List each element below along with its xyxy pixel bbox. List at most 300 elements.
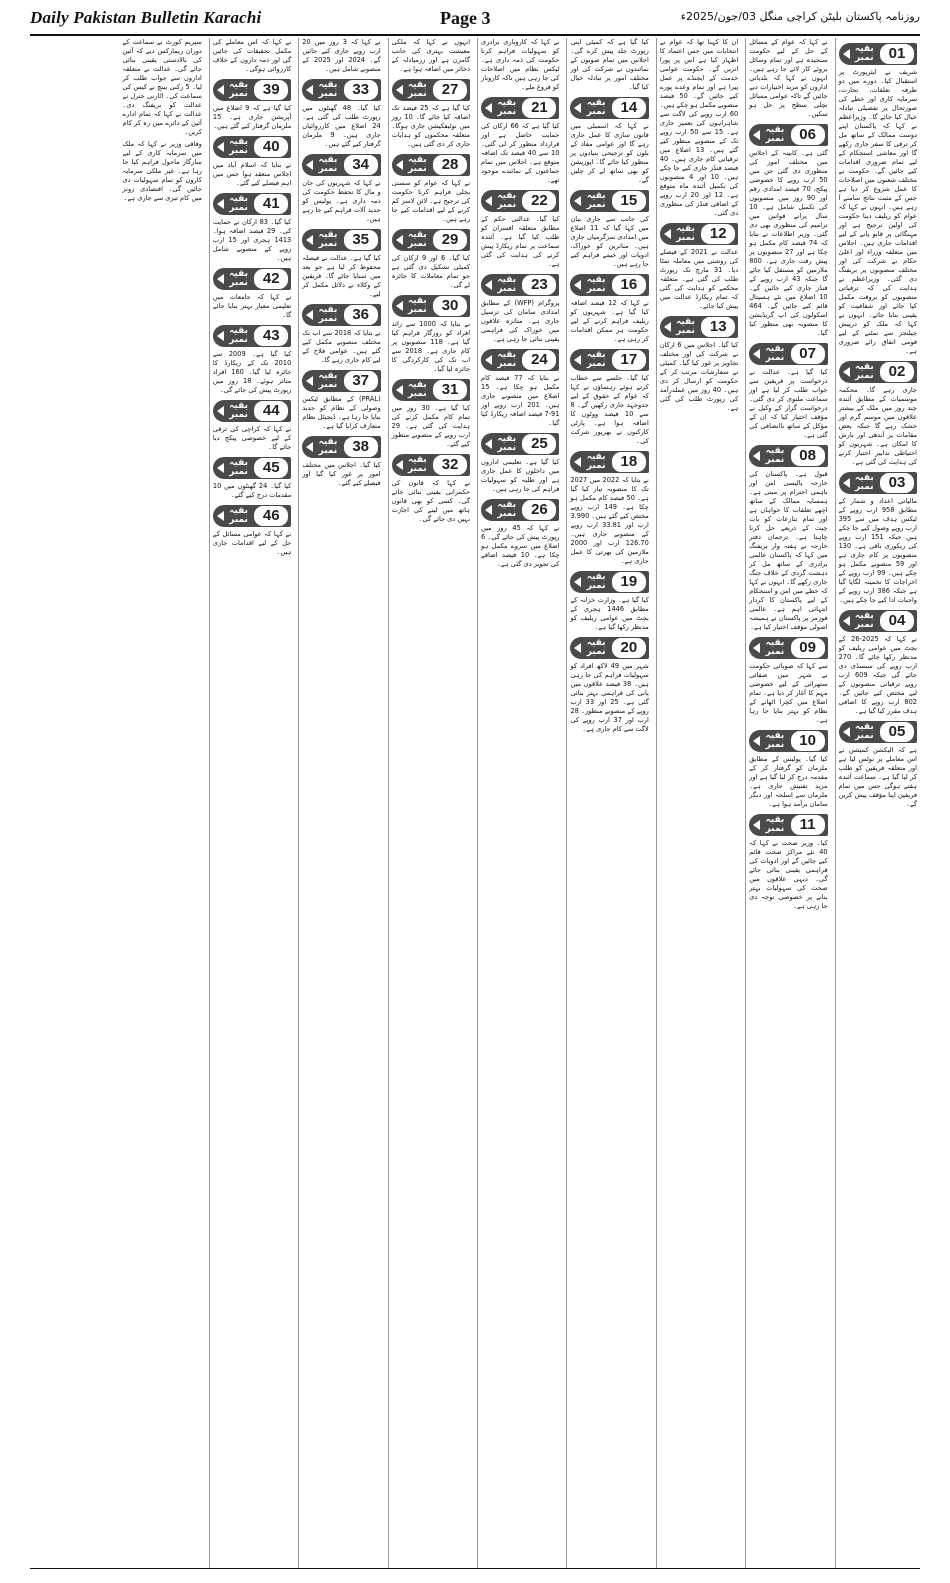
article-text: قبول ہے۔ پاکستان کی خارجہ پالیسی امن اور باہمی احترام پر مبنی ہے۔ ہمسایہ ممالک کے ساتھ اچھے تعلقات کا خواہاں ہے اور تمام تنازعات کو بات چیت کے ذریعے حل کرنا چاہتا ہے۔ ترجمان دفتر خارجہ نے ہفتہ وار بریفنگ میں کہا کہ پاکستان عالمی برادری کے ساتھ مل کر دہشت گردی کے خلاف جنگ جاری رکھے گا۔ انہوں نے کہا کہ خطے میں امن و استحکام کے لیے پاکستان کا کردار انتہائی اہم ہے۔ عالمی فورمز پر پاکستان نے ہمیشہ اصولی مؤقف اختیار کیا ہے۔ — [749, 470, 828, 631]
continuation-header — [749, 124, 827, 146]
continuation-number: 22 — [521, 190, 557, 212]
article-text: کیا گیا ہے۔ عدالت نے درخواست پر فریقین سے جواب طلب کر لیا ہے اور سماعت ملتوی کر دی گئی۔ درخواست گزار کے وکیل نے مؤقف اختیار کیا کہ ان کے مؤکل کے ساتھ ناانصافی کی گئی ہے۔ — [749, 368, 828, 439]
continuation-number: 16 — [611, 274, 647, 296]
continuation-header — [213, 505, 291, 527]
continuation-label: بقیہ نمبر — [229, 137, 248, 156]
continuation-item — [660, 223, 738, 311]
continuation-item — [570, 274, 648, 344]
continuation-item — [481, 433, 559, 494]
arrow-left-icon — [217, 511, 224, 521]
continuation-item — [302, 38, 380, 74]
continuation-label: بقیہ نمبر — [229, 194, 248, 213]
continuation-label: بقیہ نمبر — [497, 191, 517, 210]
continuation-item — [749, 814, 827, 911]
arrow-left-icon — [306, 235, 313, 245]
continuation-header — [570, 571, 648, 593]
arrow-left-icon — [574, 280, 581, 290]
continuation-label: بقیہ نمبر — [497, 434, 517, 453]
continuation-item — [749, 38, 827, 119]
continuation-header — [302, 436, 380, 458]
article-text: کیا گیا ہے کہ 66 ارکان کی حمایت حاصل ہے اور قرارداد منظور کر لی گئی۔ 10 سے 40 فیصد تک اضافہ متوقع ہے۔ اجلاس میں تمام جماعتوں کے نمائندے موجود تھے۔ — [481, 122, 560, 184]
continuation-header — [213, 268, 291, 290]
continuation-label: بقیہ نمبر — [586, 191, 606, 210]
continuation-header — [749, 445, 827, 467]
continuation-label: بقیہ نمبر — [407, 455, 427, 474]
continuation-number: 03 — [879, 472, 915, 494]
continuation-item — [213, 400, 291, 452]
article-text: عدالت نے 2021 کے فیصلے کی روشنی میں معاملہ نمٹا دیا۔ 31 مارچ تک رپورٹ طلب کی گئی ہے۔ متعلقہ محکمے کو ہدایت کی گئی کہ تمام ریکارڈ عدالت میں پیش کیا جائے۔ — [659, 248, 739, 310]
continuation-item — [570, 190, 648, 269]
continuation-header — [213, 79, 291, 101]
continuation-header — [302, 304, 380, 326]
continuation-number: 10 — [790, 730, 826, 752]
arrow-left-icon — [217, 85, 224, 95]
continuation-header — [213, 325, 291, 347]
continuation-header — [392, 229, 470, 251]
continuation-header — [839, 610, 917, 632]
continuation-number: 19 — [611, 571, 647, 593]
continuation-label: بقیہ نمبر — [497, 275, 517, 294]
arrow-left-icon — [574, 196, 581, 206]
continuation-item — [749, 730, 827, 809]
continuation-label: بقیہ نمبر — [407, 155, 427, 174]
continuation-number: 39 — [253, 79, 289, 101]
continuation-item — [570, 349, 648, 446]
article-text: نے کہا کہ شہریوں کی جان و مال کا تحفظ حکومت کی ذمہ داری ہے۔ پولیس کو جدید آلات فراہم کیے جا رہے ہیں۔ — [302, 179, 381, 223]
continuation-header — [481, 499, 559, 521]
date-line: روزنامہ پاکستان بلیٹن کراچی منگل 03/جون/2025ء — [680, 10, 920, 23]
arrow-left-icon — [664, 229, 671, 239]
continuation-header — [839, 361, 917, 383]
continuation-label: بقیہ نمبر — [765, 344, 785, 363]
continuation-label: بقیہ نمبر — [407, 380, 427, 399]
continuation-header — [392, 154, 470, 176]
article-text: (PRAL) کے مطابق ٹیکس وصولی کے نظام کو جدید بنایا جا رہا ہے۔ ڈیجیٹل نظام متعارف کرایا گیا ہے۔ — [302, 395, 381, 430]
continuation-label: بقیہ نمبر — [229, 401, 248, 420]
article-text: سپریم کورٹ نے سماعت کے دوران ریمارکس دیے کہ آئین کی بالادستی یقینی بنائی جائے گی۔ عدالت نے متعلقہ اداروں سے جواب طلب کر لیا۔ 5 رکنی بینچ نے کیس کی سماعت کی۔ اٹارنی جنرل نے عدالت کو بریفنگ دی۔ عدالت نے کہا کہ تمام ادارے آئین کے دائرے میں رہ کر کام کریں۔ — [122, 38, 202, 136]
article-text: نے بتایا کہ اسلام آباد میں اجلاس منعقد ہوا جس میں اہم فیصلے کیے گئے۔ — [212, 161, 292, 187]
continuation-header — [302, 79, 380, 101]
continuation-number: 09 — [790, 637, 826, 659]
continuation-item — [481, 349, 559, 428]
paper-name: Daily Pakistan Bulletin Karachi — [30, 8, 262, 27]
arrow-left-icon — [574, 643, 581, 653]
arrow-left-icon — [217, 142, 224, 152]
arrow-left-icon — [396, 460, 403, 470]
article-text: کیا گیا۔ اجلاس میں 6 ارکان نے شرکت کی اور مختلف تجاویز پر غور کیا گیا۔ کمیٹی نے سفارشات مرتب کر کے حکومت کو ارسال کر دی ہیں۔ 40 روز میں عملدرآمد کی رپورٹ طلب کی گئی ہے۔ — [659, 341, 739, 412]
continuation-header — [481, 274, 559, 296]
arrow-left-icon — [485, 280, 492, 290]
arrow-left-icon — [843, 727, 850, 737]
arrow-left-icon — [574, 457, 581, 467]
article-text: کیا۔ وزیر صحت نے کہا کہ 40 نئے مراکز صحت قائم کیے جائیں گے اور ادویات کی فراہمی یقینی بنائی جائے گی۔ دیہی علاقوں میں صحت کی سہولیات بہتر بنانے پر خصوصی توجہ دی جا رہی ہے۔ — [749, 839, 828, 910]
continuation-number: 29 — [432, 229, 468, 251]
arrow-left-icon — [843, 367, 850, 377]
continuation-item — [570, 637, 648, 734]
article-text: نے کہا کہ عوام کے مسائل کے حل کے لیے حکومت سنجیدہ ہے اور تمام وسائل بروئے کار لائے جا رہے ہیں۔ انہوں نے کہا کہ بلدیاتی اداروں کو مزید اختیارات دیے جائیں گے تاکہ عوامی مسائل نچلی سطح پر حل ہو سکیں۔ — [749, 38, 828, 118]
article-text: سے کہا کہ صوبائی حکومت نے شہر میں صفائی ستھرائی کے لیے خصوصی مہم کا آغاز کر دیا ہے۔ تمام اضلاع میں کچرا اٹھانے کے نظام کو بہتر بنایا جا رہا ہے۔ — [749, 662, 828, 724]
continuation-header — [302, 370, 380, 392]
continuation-number: 32 — [432, 454, 468, 476]
continuation-header — [570, 637, 648, 659]
continuation-label: بقیہ نمبر — [765, 638, 785, 657]
continuation-header — [481, 433, 559, 455]
article-text: کیا گیا ہے۔ 2009 سے 2010 تک کے ریکارڈ کا جائزہ لیا گیا۔ 160 افراد متاثر ہوئے۔ 18 روز میں رپورٹ پیش کی جائے گی۔ — [212, 350, 292, 394]
continuation-number: 37 — [343, 370, 379, 392]
article-text: نے کہا کہ قانون کی حکمرانی یقینی بنائی جائے گی۔ کسی کو بھی قانون ہاتھ میں لینے کی اجازت نہیں دی جائے گی۔ — [391, 479, 471, 523]
continuation-item — [213, 268, 291, 320]
continuation-item — [481, 38, 559, 92]
news-column — [745, 38, 830, 1568]
continuation-header — [481, 190, 559, 212]
continuation-number: 04 — [879, 610, 915, 632]
continuation-number: 36 — [343, 304, 379, 326]
continuation-item — [392, 38, 470, 74]
continuation-header — [749, 814, 827, 836]
arrow-left-icon — [574, 103, 581, 113]
article-text: انہوں نے کہا کہ ملکی معیشت بہتری کی جانب گامزن ہے اور زرمبادلہ کے ذخائر میں اضافہ ہوا ہے۔ — [391, 38, 471, 73]
arrow-left-icon — [753, 643, 760, 653]
continuation-header — [302, 229, 380, 251]
article-text: شریف نے ایئرپورٹ پر استقبال کیا۔ دورے میں دو طرفہ تعلقات، تجارت، سرمایہ کاری اور خطے کی صورتحال پر تفصیلی تبادلہ خیال کیا جائے گا۔ وزیراعظم نے کہا کہ پاکستان اپنے دوست ممالک کے ساتھ مل کر ترقی کا سفر جاری رکھے گا اور معاشی استحکام کے لیے تمام ضروری اقدامات کیے جائیں گے۔ حکومت نے مختلف شعبوں میں اصلاحات کا عمل شروع کر دیا ہے جس کے مثبت نتائج سامنے آ رہے ہیں۔ انہوں نے کہا کہ عوام کو ریلیف دینا حکومت کی اولین ترجیح ہے اور مہنگائی پر قابو پانے کے لیے اقدامات جاری ہیں۔ اجلاس میں متعلقہ وزراء اور اعلیٰ حکام نے شرکت کی اور مختلف منصوبوں پر بریفنگ دی گئی۔ وزیراعظم نے ہدایت کی کہ ترقیاتی منصوبوں کو بروقت مکمل کیا جائے اور شفافیت کو یقینی بنایا جائے۔ انہوں نے کہا کہ ملک کو درپیش چیلنجز سے نمٹنے کے لیے قومی اتفاق رائے ضروری ہے۔ — [838, 68, 917, 355]
article-text: نے کہا کہ اسمبلی میں قانون سازی کا عمل جاری رہے گا اور عوامی مفاد کے بلوں کو ترجیحی بنیادوں پر منظور کیا جائے گا۔ اپوزیشن کو بھی ساتھ لے کر چلیں گے۔ — [570, 122, 649, 184]
continuation-item — [481, 97, 559, 185]
continuation-item — [302, 229, 380, 299]
arrow-left-icon — [753, 736, 760, 746]
continuation-header — [839, 472, 917, 494]
news-column — [656, 38, 741, 1568]
article-text: نے کہا کہ جامعات میں تعلیمی معیار بہتر بنایا جائے گا۔ — [212, 293, 292, 319]
continuation-number: 25 — [521, 433, 557, 455]
continuation-item — [749, 445, 827, 632]
continuation-number: 46 — [253, 505, 289, 527]
arrow-left-icon — [843, 49, 850, 59]
arrow-left-icon — [217, 274, 224, 284]
continuation-label: بقیہ نمبر — [765, 446, 785, 465]
article-text: کیا گیا ہے کہ کمیٹی اپنی رپورٹ جلد پیش کرے گی۔ اجلاس میں تمام صوبوں کے نمائندوں نے شرکت کی اور مختلف امور پر تبادلہ خیال کیا گیا۔ — [570, 38, 649, 91]
continuation-number: 30 — [432, 295, 468, 317]
article-text: نے کہا کہ عوام کو سستی بجلی فراہم کرنا حکومت کی ترجیح ہے۔ لائن لاسز کم کرنے کے لیے اقدامات کیے جا رہے ہیں۔ — [391, 179, 471, 223]
continuation-label: بقیہ نمبر — [318, 80, 338, 99]
continuation-header — [570, 274, 648, 296]
arrow-left-icon — [485, 439, 492, 449]
continuation-label: بقیہ نمبر — [586, 638, 606, 657]
continuation-header — [392, 295, 470, 317]
continuation-number: 28 — [432, 154, 468, 176]
continuation-number: 13 — [700, 316, 736, 338]
news-column — [835, 38, 920, 1568]
arrow-left-icon — [753, 130, 760, 140]
continuation-header — [570, 349, 648, 371]
article-text: ان کا کہنا تھا کہ عوام نے انتخابات میں جس اعتماد کا اظہار کیا ہے اس پر پورا اتریں گے۔ حکومت عوامی خدمت کے ایجنڈے پر عمل پیرا ہے اور تمام وعدے پورے کیے جائیں گے۔ 50 فیصد منصوبے مکمل ہو چکے ہیں۔ 60 ارب روپے کی لاگت سے شاہراہوں کی تعمیر جاری ہے۔ 15 سے 50 ارب روپے تک کے منصوبے منظور کیے گئے ہیں۔ 13 اضلاع میں ترقیاتی کام جاری ہیں۔ 40 فیصد فنڈز جاری کیے جا چکے ہیں۔ 10 اور 4 منصوبوں کی تکمیل آئندہ ماہ متوقع ہے۔ 12 اور 20 ارب روپے کے اضافی فنڈز کی منظوری دی گئی۔ — [659, 38, 739, 217]
continuation-number: 08 — [790, 445, 826, 467]
news-column — [477, 38, 562, 1568]
continuation-item — [302, 436, 380, 488]
continuation-label: بقیہ نمبر — [229, 506, 248, 525]
article-text: نے بتایا کہ 2022 میں 2027 تک کا منصوبہ تیار کیا گیا ہے۔ 50 فیصد کام مکمل ہو چکا ہے۔ 149 ارب روپے مختص کیے گئے ہیں۔ 3.990 ارب اور 33.81 ارب روپے کے منصوبے جاری ہیں۔ 126.70 ارب اور 2000 ملازمین کی بھرتی کا عمل جاری ہے۔ — [570, 476, 649, 565]
continuation-item — [660, 316, 738, 413]
continuation-number: 17 — [611, 349, 647, 371]
continuation-header — [392, 79, 470, 101]
article-text: کیا گیا ہے۔ وزارت خزانہ کے مطابق 1446 ہجری کے بجٹ میں عوامی ریلیف کو مدنظر رکھا گیا ہے۔ — [570, 596, 649, 631]
continuation-label: بقیہ نمبر — [318, 305, 338, 324]
arrow-left-icon — [306, 310, 313, 320]
continuation-header — [481, 97, 559, 119]
news-column — [388, 38, 473, 1568]
news-column — [209, 38, 294, 1568]
continuation-number: 20 — [611, 637, 647, 659]
article-text: کیا گیا۔ اجلاس میں مختلف امور پر غور کیا گیا اور فیصلے کیے گئے۔ — [302, 461, 381, 487]
continuation-header — [392, 454, 470, 476]
continuation-number: 41 — [253, 193, 289, 215]
continuation-number: 33 — [343, 79, 379, 101]
continuation-number: 11 — [790, 814, 826, 836]
continuation-number: 07 — [790, 343, 826, 365]
continuation-label: بقیہ نمبر — [765, 125, 785, 144]
continuation-label: بقیہ نمبر — [586, 275, 606, 294]
continuation-number: 31 — [432, 379, 468, 401]
continuation-label: بقیہ نمبر — [586, 572, 606, 591]
page-label: Page 3 — [440, 8, 491, 28]
continuation-number: 42 — [253, 268, 289, 290]
continuation-label: بقیہ نمبر — [676, 224, 695, 243]
arrow-left-icon — [306, 376, 313, 386]
article-text: گئی ہے۔ کابینہ کے اجلاس میں مختلف امور کی منظوری دی گئی جن میں 50 ارب روپے کا خصوصی پیکج، 70 فیصد امدادی رقم اور 90 روز میں منصوبوں کی تکمیل شامل ہے۔ 10 سال پرانے قوانین میں ترامیم کی منظوری بھی دی گئی۔ وزیر اطلاعات نے بتایا کہ 74 فیصد کام مکمل ہو چکا ہے اور 27 منصوبوں پر پیش رفت جاری ہے۔ 800 ملازمین کو مستقل کیا جائے گا جبکہ 43 ارب روپے کے فنڈز جاری کیے جائیں گے۔ 10 اضلاع میں نئے ہسپتال قائم کیے جائیں گے۔ 464 اسکولوں کی اپ گریڈیشن کا منصوبہ بھی منظور کیا گیا۔ — [749, 149, 828, 337]
arrow-left-icon — [753, 451, 760, 461]
continuation-item — [213, 79, 291, 131]
article-text: کیا گیا ہے۔ 30 روز میں تمام کام مکمل کرنے کی ہدایت کی گئی ہے۔ 29 ارب روپے کے منصوبے منظور کیے گئے۔ — [391, 404, 471, 448]
arrow-left-icon — [217, 463, 224, 473]
continuation-header — [660, 223, 738, 245]
continuation-number: 18 — [611, 451, 647, 473]
continuation-item — [213, 193, 291, 263]
arrow-left-icon — [396, 85, 403, 95]
article-text: نے بتایا کہ 2018 سے اب تک مختلف منصوبے مکمل کیے گئے ہیں۔ عوامی فلاح کے لیے کام جاری رہے گا۔ — [302, 329, 381, 364]
continuation-item — [839, 43, 917, 356]
continuation-item — [392, 154, 470, 224]
continuation-label: بقیہ نمبر — [407, 230, 427, 249]
continuation-header — [213, 136, 291, 158]
continuation-number: 45 — [253, 457, 289, 479]
arrow-left-icon — [306, 85, 313, 95]
continuation-label: بقیہ نمبر — [854, 362, 874, 381]
arrow-left-icon — [217, 406, 224, 416]
continuation-header — [839, 721, 917, 743]
continuation-label: بقیہ نمبر — [586, 452, 606, 471]
article-text: کیا گیا ہے کہ 25 فیصد تک اضافہ کیا جائے گا۔ 10 روز میں نوٹیفکیشن جاری ہوگا۔ متعلقہ محکموں کو ہدایات جاری کر دی گئی ہیں۔ — [391, 104, 471, 148]
continuation-label: بقیہ نمبر — [407, 80, 427, 99]
continuation-header — [749, 730, 827, 752]
news-column — [298, 38, 383, 1568]
article-text: نے بتایا کہ 77 فیصد کام مکمل ہو چکا ہے۔ 15 اضلاع میں منصوبے جاری ہیں۔ 201 ارب روپے اور 91-7 فیصد اضافہ ریکارڈ کیا گیا۔ — [481, 374, 560, 427]
article-text: کیا گیا۔ 6 اور 9 ارکان کی کمیٹی تشکیل دی گئی ہے جو تمام معاملات کا جائزہ لے گی۔ — [391, 254, 471, 289]
arrow-left-icon — [396, 235, 403, 245]
continuation-label: بقیہ نمبر — [854, 611, 874, 630]
continuation-label: بقیہ نمبر — [497, 350, 517, 369]
continuation-item — [213, 136, 291, 188]
article-text: کیا گیا۔ پولیس کے مطابق ملزمان کو گرفتار کر کے مقدمہ درج کر لیا گیا ہے اور مزید تفتیش جاری ہے۔ ملزمان سے اسلحہ اور دیگر سامان برآمد ہوا ہے۔ — [749, 755, 828, 808]
continuation-label: بقیہ نمبر — [229, 326, 248, 345]
continuation-label: بقیہ نمبر — [586, 98, 606, 117]
article-text: شہر میں 49 لاکھ افراد کو سہولیات فراہم کی جا رہی ہیں۔ 38 فیصد علاقوں میں پانی کی فراہمی بہتر بنائی گئی ہے۔ 25 اور 33 ارب روپے کے منصوبے منظور۔ 28 ارب اور 37 ارب روپے کی لاگت سے کام جاری ہے۔ — [570, 662, 649, 733]
continuation-header — [213, 400, 291, 422]
continuation-header — [749, 637, 827, 659]
continuation-header — [392, 379, 470, 401]
continuation-header — [660, 316, 738, 338]
continuation-number: 24 — [521, 349, 557, 371]
continuation-header — [570, 451, 648, 473]
continuation-number: 15 — [611, 190, 647, 212]
article-text: نے کہا کہ 12 فیصد اضافہ کیا گیا ہے۔ شہریوں کو ریلیف فراہم کرنے کے لیے حکومت ہر ممکن اقدامات کر رہی ہے۔ — [570, 299, 649, 343]
continuation-item — [392, 229, 470, 290]
article-text: مالیاتی اعداد و شمار کے مطابق 958 ارب روپے کے ٹیکس ہدف میں سے 395 ارب روپے وصول کیے جا چکے ہیں جبکہ 151 ارب روپے کی ریکوری باقی ہے۔ 130 منصوبوں پر کام جاری ہے اور 59 منصوبے مکمل ہو چکے ہیں۔ 99 ارب روپے کے اخراجات کا تخمینہ لگایا گیا ہے جبکہ 386 ارب روپے کے واجبات ادا کیے جا چکے ہیں۔ — [838, 497, 918, 604]
continuation-label: بقیہ نمبر — [765, 815, 785, 834]
article-text: پروگرام (WFP) کے مطابق امدادی سامان کی ترسیل جاری ہے۔ متاثرہ علاقوں میں خوراک کی فراہمی یقینی بنائی جا رہی ہے۔ — [481, 299, 560, 343]
continuation-item — [839, 610, 917, 716]
arrow-left-icon — [396, 385, 403, 395]
continuation-item — [481, 190, 559, 269]
continuation-item — [481, 274, 559, 344]
continuation-item — [839, 472, 917, 605]
continuation-item — [570, 38, 648, 92]
continuation-item — [302, 370, 380, 431]
arrow-left-icon — [485, 505, 492, 515]
continuation-number: 26 — [521, 499, 557, 521]
article-text: نے کہا کہ کاروباری برادری کو سہولیات فراہم کرنا حکومت کی ذمہ داری ہے۔ ٹیکس نظام میں اصلاحات کی جا رہی ہیں تاکہ کاروبار کو فروغ ملے۔ — [481, 38, 560, 91]
continuation-header — [302, 154, 380, 176]
continuation-header — [570, 97, 648, 119]
arrow-left-icon — [396, 160, 403, 170]
article-text: کیا گیا ہے۔ عدالت نے فیصلہ محفوظ کر لیا ہے جو بعد میں سنایا جائے گا۔ فریقین کے وکلاء نے دلائل مکمل کر لیے۔ — [302, 254, 381, 298]
article-text: کیا گیا۔ جلسے سے خطاب کرتے ہوئے رہنماؤں نے کہا کہ عوام کے حقوق کے لیے جدوجہد جاری رکھیں گے۔ 8 سے 10 فیصد ووٹوں کا اضافہ ہوا ہے۔ پارٹی کارکنوں نے بھرپور شرکت کی۔ — [570, 374, 649, 445]
arrow-left-icon — [664, 322, 671, 332]
continuation-item — [839, 361, 917, 467]
continuation-item — [392, 454, 470, 524]
continuation-label: بقیہ نمبر — [497, 500, 517, 519]
continuation-label: بقیہ نمبر — [497, 98, 517, 117]
arrow-left-icon — [753, 820, 760, 830]
article-text: کیا گیا۔ عدالتی حکم کے مطابق متعلقہ افسران کو طلب کیا گیا ہے۔ آئندہ سماعت پر تمام ریکارڈ پیش کرنے کی ہدایت کی گئی ہے۔ — [481, 215, 560, 268]
continuation-number: 02 — [879, 361, 915, 383]
continuation-number: 01 — [879, 43, 915, 65]
continuation-label: بقیہ نمبر — [318, 230, 338, 249]
continuation-number: 35 — [343, 229, 379, 251]
article-text: جاری رہے گا۔ محکمہ موسمیات کے مطابق آئندہ چند روز میں ملک کے بیشتر علاقوں میں موسم گرم اور خشک رہے گا جبکہ بعض مقامات پر آندھی اور بارش کا امکان ہے۔ شہریوں کو احتیاطی تدابیر اختیار کرنے کی ہدایت کی گئی ہے۔ — [838, 386, 917, 466]
arrow-left-icon — [306, 160, 313, 170]
continuation-item — [660, 38, 738, 218]
continuation-item — [749, 343, 827, 440]
continuation-label: بقیہ نمبر — [318, 371, 338, 390]
continuation-label: بقیہ نمبر — [586, 350, 606, 369]
continuation-item — [122, 38, 201, 137]
continuation-header — [213, 457, 291, 479]
continuation-number: 38 — [343, 436, 379, 458]
continuation-item — [302, 79, 380, 149]
article-text: کیا گیا۔ 24 گھنٹوں میں 10 مقدمات درج کیے گئے۔ — [212, 482, 292, 499]
continuation-item — [839, 721, 917, 809]
article-text: ہے کہ الیکشن کمیشن نے اس معاملے پر نوٹس لیا ہے اور متعلقہ فریقین کو طلب کر لیا گیا ہے۔ سماعت آئندہ ہفتے ہوگی جس میں تمام فریقین اپنا مؤقف پیش کریں گے۔ — [838, 746, 917, 808]
continuation-number: 12 — [700, 223, 736, 245]
article-text: کیا گیا ہے۔ تعلیمی اداروں میں داخلوں کا عمل جاری ہے اور طلبہ کو سہولیات فراہم کی جا رہی ہیں۔ — [481, 458, 560, 493]
continuation-header — [481, 349, 559, 371]
article-text: نے کہا کہ 45 روز میں رپورٹ پیش کی جائے گی۔ 6 اضلاع میں سروے مکمل ہو چکا ہے۔ 10 فیصد اضافے کی تجویز دی گئی ہے۔ — [481, 524, 560, 568]
continuation-label: بقیہ نمبر — [229, 458, 248, 477]
arrow-left-icon — [843, 616, 850, 626]
continuation-item — [213, 38, 291, 74]
continuation-item — [392, 379, 470, 449]
continuation-item — [213, 457, 291, 500]
article-text: نے کہا کہ 3 روز میں 20 ارب روپے جاری کیے جائیں گے۔ 2024 اور 2025 کے منصوبے شامل ہیں۔ — [302, 38, 381, 73]
continuation-label: بقیہ نمبر — [854, 44, 874, 63]
article-text: نے کہا کہ اس معاملے کی مکمل تحقیقات کی جائیں گی اور ذمہ داروں کے خلاف کارروائی ہوگی۔ — [212, 38, 292, 73]
continuation-label: بقیہ نمبر — [229, 269, 248, 288]
continuation-header — [839, 43, 917, 65]
arrow-left-icon — [217, 199, 224, 209]
continuation-item — [302, 154, 380, 224]
article-text: نے کہا کہ 2025-26 کے بجٹ میں عوامی ریلیف کو مدنظر رکھا جائے گا۔ 270 ارب روپے کی سبسڈی دی جائے گی جبکہ 609 ارب روپے ترقیاتی منصوبوں کے لیے مختص کیے جائیں گے۔ 802 ارب روپے کا اضافی ہدف مقرر کیا گیا ہے۔ — [838, 635, 917, 715]
newspaper-page — [30, 38, 920, 1569]
arrow-left-icon — [485, 196, 492, 206]
article-text: نے کہا کہ عوامی مسائل کے حل کے لیے اقدامات جاری ہیں۔ — [212, 530, 292, 556]
continuation-header — [570, 190, 648, 212]
continuation-number: 44 — [253, 400, 289, 422]
continuation-label: بقیہ نمبر — [765, 731, 785, 750]
continuation-number: 34 — [343, 154, 379, 176]
continuation-number: 23 — [521, 274, 557, 296]
arrow-left-icon — [396, 301, 403, 311]
arrow-left-icon — [843, 478, 850, 488]
continuation-item — [481, 499, 559, 569]
continuation-label: بقیہ نمبر — [318, 437, 338, 456]
continuation-label: بقیہ نمبر — [854, 722, 874, 741]
news-column — [119, 38, 204, 1568]
continuation-item — [302, 304, 380, 365]
continuation-item — [122, 140, 201, 203]
continuation-item — [213, 325, 291, 395]
continuation-item — [213, 505, 291, 557]
continuation-number: 27 — [432, 79, 468, 101]
article-text: کیا گیا۔ 48 گھنٹوں میں رپورٹ طلب کی گئی ہے۔ 24 اضلاع میں کارروائیاں جاری ہیں۔ 9 ملزمان گرفتار کیے گئے ہیں۔ — [302, 104, 381, 148]
article-text: کیا گیا۔ 83 ارکان نے حمایت کی۔ 29 فیصد اضافہ ہوا۔ 1413 ہجری اور 15 ارب روپے کے منصوبے شامل ہیں۔ — [212, 218, 292, 262]
continuation-number: 06 — [790, 124, 826, 146]
continuation-number: 05 — [879, 721, 915, 743]
continuation-item — [749, 124, 827, 338]
arrow-left-icon — [574, 355, 581, 365]
continuation-label: بقیہ نمبر — [229, 80, 248, 99]
arrow-left-icon — [574, 577, 581, 587]
continuation-item — [570, 97, 648, 185]
continuation-number: 43 — [253, 325, 289, 347]
continuation-item — [749, 637, 827, 725]
continuation-number: 21 — [521, 97, 557, 119]
continuation-label: بقیہ نمبر — [676, 317, 695, 336]
continuation-item — [570, 451, 648, 566]
masthead — [30, 8, 920, 36]
continuation-header — [749, 343, 827, 365]
continuation-number: 40 — [253, 136, 289, 158]
continuation-label: بقیہ نمبر — [407, 296, 427, 315]
continuation-label: بقیہ نمبر — [854, 473, 874, 492]
article-text: نے بتایا کہ 1000 سے زائد افراد کو روزگار فراہم کیا گیا ہے۔ 118 منصوبوں پر کام جاری ہے۔ 2018 سے اب تک کی کارکردگی کا جائزہ لیا گیا۔ — [391, 320, 471, 373]
arrow-left-icon — [217, 331, 224, 341]
continuation-item — [392, 295, 470, 374]
arrow-left-icon — [306, 442, 313, 452]
continuation-number: 14 — [611, 97, 647, 119]
article-text: کیا گیا ہے کہ 9 اضلاع میں آپریشن جاری ہے۔ 15 ملزمان گرفتار کیے گئے ہیں۔ — [212, 104, 292, 130]
continuation-item — [392, 79, 470, 149]
arrow-left-icon — [485, 355, 492, 365]
article-text: وفاقی وزیر نے کہا کہ ملک میں سرمایہ کاری کے لیے سازگار ماحول فراہم کیا جا رہا ہے۔ غیر ملکی سرمایہ کاروں کو تمام سہولیات دی جائیں گی۔ اقتصادی زونز میں کام تیزی سے جاری ہے۔ — [122, 140, 202, 202]
